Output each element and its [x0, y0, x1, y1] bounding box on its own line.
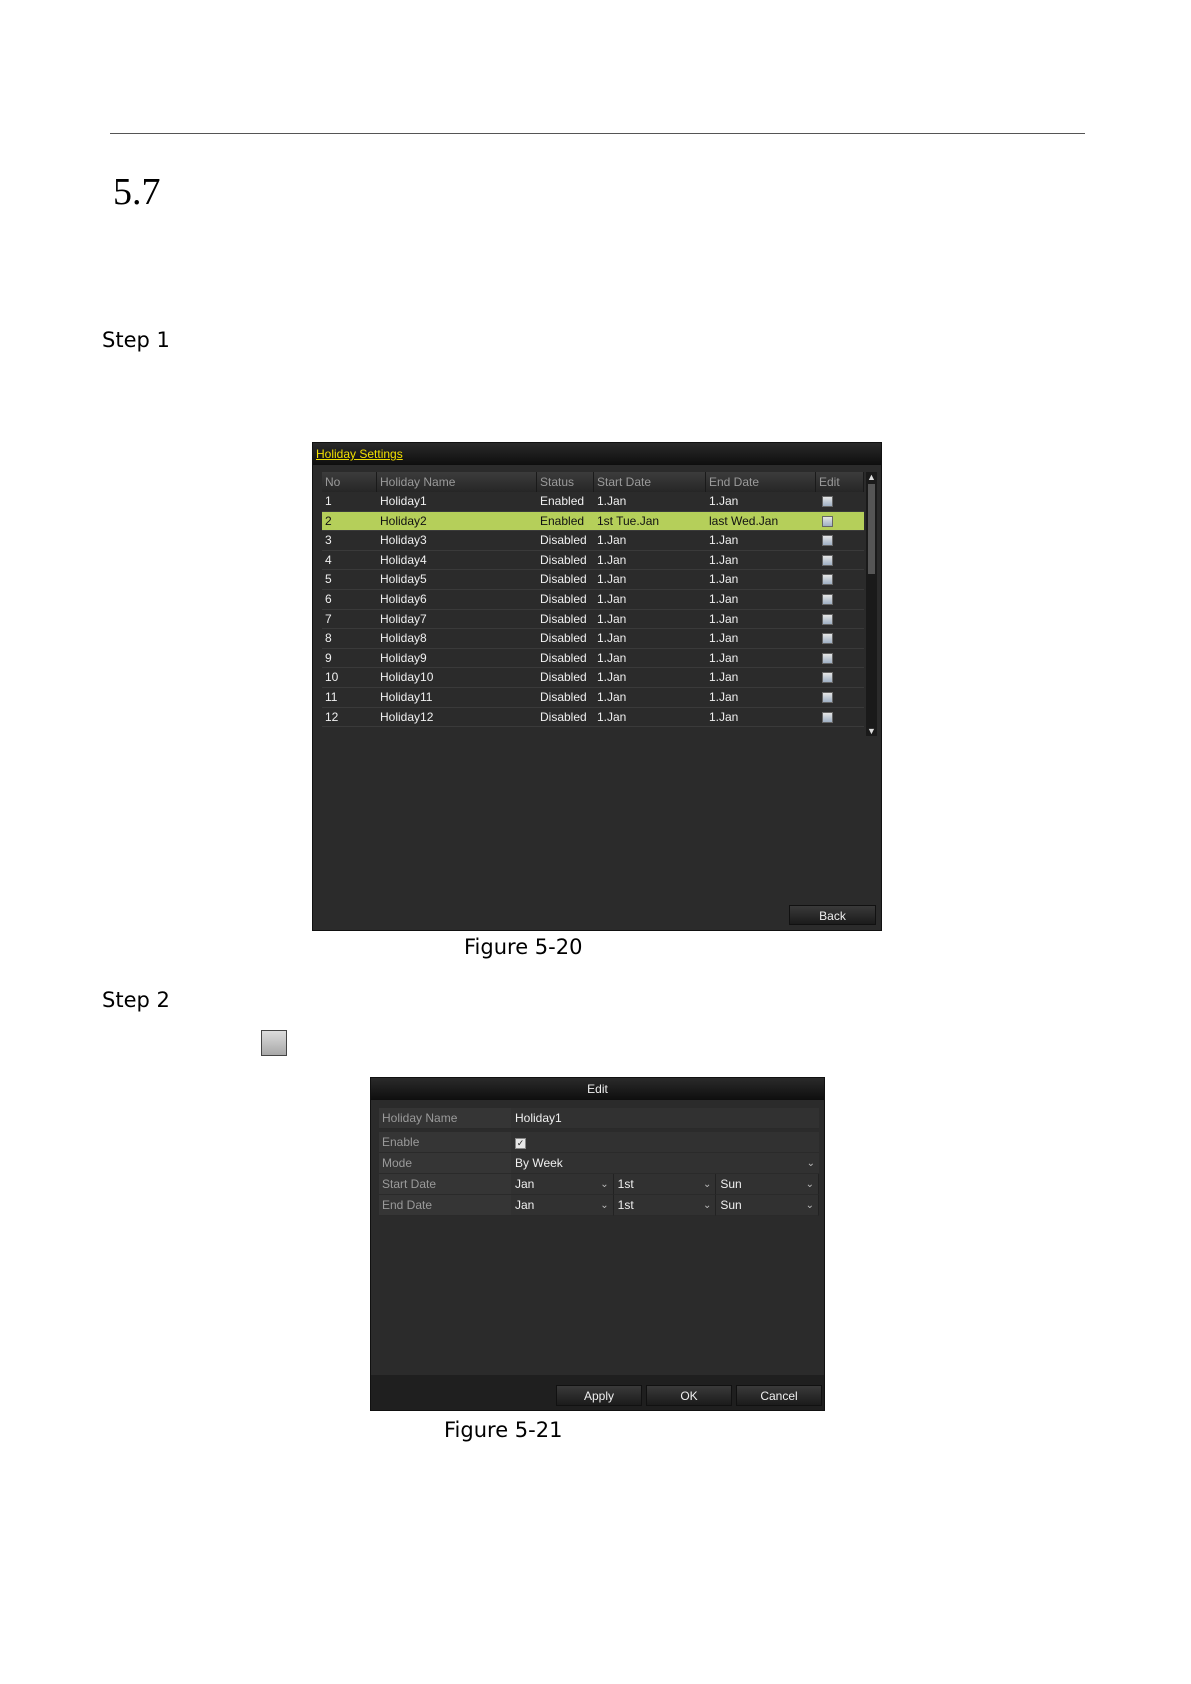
edit-icon[interactable] — [822, 594, 833, 605]
column-header-no: No — [322, 472, 377, 492]
scroll-up-icon[interactable]: ▲ — [867, 472, 876, 482]
end-week-select[interactable] — [614, 1195, 717, 1216]
row-number: 12 — [325, 709, 339, 724]
row-start-date: 1.Jan — [597, 572, 627, 587]
row-number: 2 — [325, 513, 332, 528]
edit-form — [379, 1108, 819, 1216]
table-header — [322, 472, 864, 492]
row-end-date: 1.Jan — [709, 533, 739, 548]
row-end-date: 1.Jan — [709, 689, 739, 704]
mode-label: Mode — [379, 1153, 511, 1174]
row-start-date: 1.Jan — [597, 650, 627, 665]
row-end-date: 1.Jan — [709, 591, 739, 606]
mode-value: By Week — [515, 1156, 563, 1170]
row-holiday-name: Holiday1 — [380, 494, 427, 508]
row-edit-cell — [816, 629, 864, 648]
row-status: Disabled — [540, 650, 587, 665]
row-number: 1 — [325, 494, 332, 508]
row-start-date: 1.Jan — [597, 611, 627, 626]
scroll-down-icon[interactable]: ▼ — [867, 726, 876, 736]
row-start-date: 1.Jan — [597, 689, 627, 704]
row-start-date: 1.Jan — [597, 591, 627, 606]
column-header-status: Status — [537, 472, 594, 492]
edit-holiday-window — [370, 1077, 825, 1411]
edit-icon[interactable] — [822, 535, 833, 546]
start-week-select[interactable] — [614, 1174, 717, 1195]
edit-icon[interactable] — [822, 516, 833, 527]
row-edit-cell — [816, 551, 864, 570]
row-edit-cell — [816, 531, 864, 550]
start-week-value: 1st — [617, 1177, 634, 1191]
edit-icon[interactable] — [822, 692, 833, 703]
row-status: Disabled — [540, 572, 587, 587]
table-row[interactable] — [322, 688, 864, 708]
figure-5-20-caption: Figure 5-20 — [464, 935, 583, 959]
row-number: 7 — [325, 611, 332, 626]
start-day-value: Sun — [720, 1177, 742, 1191]
row-start-date: 1.Jan — [597, 552, 627, 567]
column-header-start-date: Start Date — [594, 472, 706, 492]
chevron-down-icon: ⌄ — [806, 1158, 815, 1169]
row-end-date: 1.Jan — [709, 631, 739, 646]
cancel-button[interactable]: Cancel — [736, 1385, 822, 1406]
row-number: 11 — [325, 689, 338, 704]
table-row[interactable] — [322, 531, 864, 551]
edit-window-title: Edit — [371, 1078, 824, 1100]
table-row[interactable] — [322, 629, 864, 649]
row-status: Disabled — [540, 631, 587, 646]
chevron-down-icon: ⌄ — [702, 1179, 712, 1190]
row-number: 6 — [325, 591, 332, 606]
row-holiday-name: Holiday6 — [380, 591, 427, 606]
row-number: 10 — [325, 670, 339, 685]
holiday-settings-title[interactable]: Holiday Settings — [316, 447, 403, 461]
enable-checkbox[interactable]: ✓ — [516, 1138, 525, 1148]
column-header-end-date: End Date — [706, 472, 816, 492]
start-month-select[interactable] — [511, 1174, 614, 1195]
section-number: 5.7 — [113, 171, 161, 213]
row-start-date: 1st Tue.Jan — [597, 513, 660, 528]
scroll-thumb[interactable] — [868, 484, 875, 574]
column-header-edit: Edit — [816, 472, 864, 492]
row-end-date: 1.Jan — [709, 552, 739, 567]
end-month-value: Jan — [515, 1198, 535, 1212]
holiday-table — [322, 472, 864, 736]
step-1-label: Step 1 — [102, 328, 170, 352]
row-holiday-name: Holiday11 — [380, 689, 433, 704]
end-month-select[interactable] — [511, 1195, 614, 1216]
table-scrollbar[interactable] — [866, 472, 877, 736]
chevron-down-icon: ⌄ — [805, 1200, 815, 1211]
row-status: Disabled — [540, 709, 587, 724]
enable-cell — [511, 1132, 819, 1153]
end-date-row — [379, 1195, 819, 1216]
row-holiday-name: Holiday4 — [380, 552, 427, 567]
row-edit-cell — [816, 512, 864, 531]
start-month-value: Jan — [515, 1177, 535, 1191]
row-holiday-name: Holiday9 — [380, 650, 427, 665]
row-status: Disabled — [540, 611, 587, 626]
mode-select[interactable] — [511, 1153, 819, 1174]
row-holiday-name: Holiday2 — [380, 513, 427, 528]
row-start-date: 1.Jan — [597, 533, 627, 548]
enable-label: Enable — [379, 1132, 511, 1153]
row-edit-cell — [816, 570, 864, 589]
figure-5-21-caption: Figure 5-21 — [444, 1418, 563, 1442]
row-holiday-name: Holiday3 — [380, 533, 427, 548]
edit-icon[interactable] — [822, 633, 833, 644]
end-day-value: Sun — [720, 1198, 742, 1212]
row-end-date: 1.Jan — [709, 709, 739, 724]
apply-button[interactable]: Apply — [556, 1385, 642, 1406]
row-status: Disabled — [540, 552, 587, 567]
column-header-name: Holiday Name — [377, 472, 537, 492]
table-row[interactable] — [322, 551, 864, 571]
holiday-settings-titlebar — [313, 443, 881, 465]
table-row[interactable] — [322, 492, 864, 512]
table-row[interactable] — [322, 590, 864, 610]
start-day-select[interactable] — [716, 1174, 819, 1195]
row-status: Disabled — [540, 689, 587, 704]
start-date-row — [379, 1174, 819, 1195]
row-holiday-name: Holiday10 — [380, 670, 434, 685]
edit-icon[interactable] — [822, 614, 833, 625]
edit-icon[interactable] — [822, 653, 833, 664]
chevron-down-icon: ⌄ — [600, 1200, 609, 1211]
row-end-date: last Wed.Jan — [709, 513, 779, 528]
edit-icon[interactable] — [822, 555, 833, 566]
row-status: Disabled — [540, 670, 587, 685]
edit-icon[interactable] — [822, 712, 833, 723]
row-status: Enabled — [540, 513, 585, 528]
row-edit-cell — [816, 688, 864, 707]
end-week-value: 1st — [617, 1198, 634, 1212]
edit-icon — [261, 1030, 287, 1056]
row-end-date: 1.Jan — [709, 670, 739, 685]
row-number: 9 — [325, 650, 332, 665]
row-holiday-name: Holiday12 — [380, 709, 434, 724]
chevron-down-icon: ⌄ — [805, 1179, 815, 1190]
row-end-date: 1.Jan — [709, 572, 739, 587]
header-rule — [110, 133, 1085, 134]
mode-row — [379, 1153, 819, 1174]
row-edit-cell — [816, 610, 864, 629]
table-row[interactable] — [322, 512, 864, 532]
row-edit-cell — [816, 649, 864, 668]
row-edit-cell — [816, 668, 864, 687]
start-date-label: Start Date — [379, 1174, 511, 1195]
row-start-date: 1.Jan — [597, 670, 627, 685]
row-start-date: 1.Jan — [597, 709, 627, 724]
row-number: 3 — [325, 533, 332, 548]
table-row[interactable] — [322, 708, 864, 728]
row-status: Disabled — [540, 533, 587, 548]
table-row[interactable] — [322, 570, 864, 590]
holiday-name-label: Holiday Name — [379, 1108, 511, 1129]
ok-button[interactable]: OK — [646, 1385, 732, 1406]
step-2-label: Step 2 — [102, 988, 170, 1012]
holiday-settings-window — [312, 442, 882, 931]
chevron-down-icon: ⌄ — [600, 1179, 609, 1190]
enable-row — [379, 1132, 819, 1153]
end-date-label: End Date — [379, 1195, 511, 1216]
holiday-name-row — [379, 1108, 819, 1129]
holiday-name-input[interactable]: Holiday1 — [511, 1108, 819, 1129]
row-number: 8 — [325, 631, 332, 646]
edit-icon[interactable] — [822, 574, 833, 585]
row-end-date: 1.Jan — [709, 650, 739, 665]
back-button[interactable]: Back — [789, 905, 876, 925]
edit-icon[interactable] — [822, 496, 833, 507]
row-status: Disabled — [540, 591, 587, 606]
chevron-down-icon: ⌄ — [702, 1200, 712, 1211]
row-edit-cell — [816, 708, 864, 727]
row-holiday-name: Holiday8 — [380, 631, 427, 646]
row-end-date: 1.Jan — [709, 494, 739, 508]
row-end-date: 1.Jan — [709, 611, 739, 626]
table-row[interactable] — [322, 668, 864, 688]
row-number: 5 — [325, 572, 332, 587]
row-edit-cell — [816, 590, 864, 609]
row-number: 4 — [325, 552, 332, 567]
row-status: Enabled — [540, 494, 585, 508]
row-edit-cell — [816, 492, 864, 511]
row-start-date: 1.Jan — [597, 494, 627, 508]
row-start-date: 1.Jan — [597, 631, 627, 646]
table-row[interactable] — [322, 649, 864, 669]
edit-icon[interactable] — [822, 672, 833, 683]
table-row[interactable] — [322, 610, 864, 630]
row-holiday-name: Holiday5 — [380, 572, 427, 587]
end-day-select[interactable] — [716, 1195, 819, 1216]
row-holiday-name: Holiday7 — [380, 611, 427, 626]
